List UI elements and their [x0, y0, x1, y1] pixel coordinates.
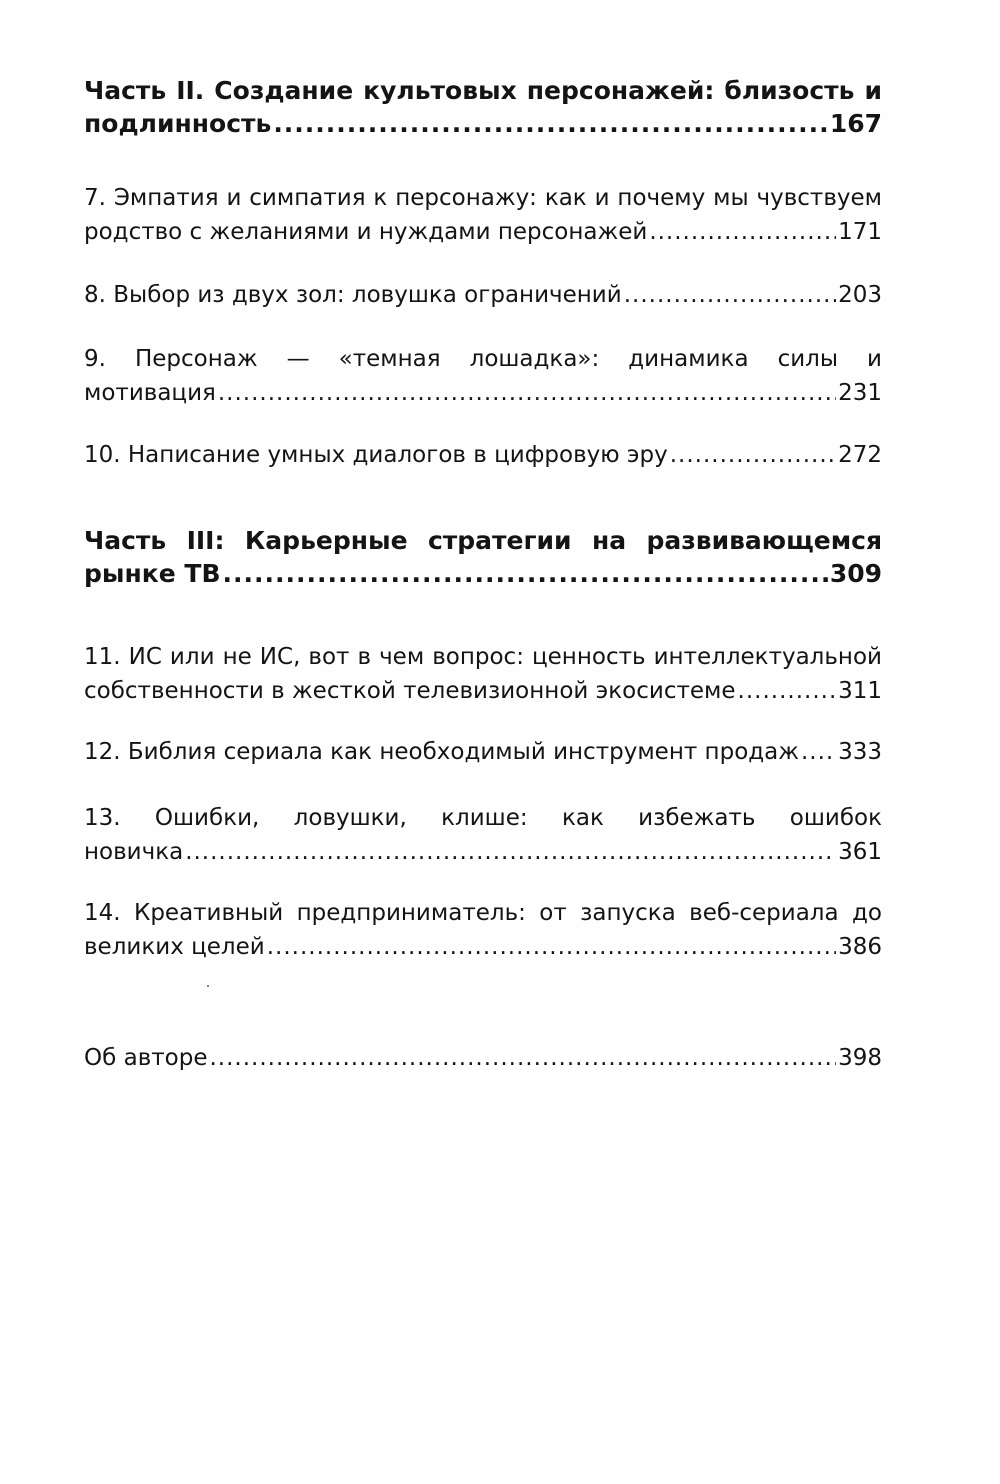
dot-leader — [801, 735, 836, 769]
toc-entry-title-line: 8. Выбор из двух зол: ловушка ограничений — [84, 282, 622, 308]
page-number: 398 — [838, 1045, 882, 1071]
dot-leader — [218, 376, 836, 410]
page-number: 309 — [829, 559, 882, 588]
toc-entry-title-line: 10. Написание умных диалогов в цифровую эру — [84, 442, 668, 468]
toc-entry-chapter-14 — [84, 896, 882, 964]
toc-entry-title-line: мотивация — [84, 380, 216, 406]
page-number: 311 — [838, 678, 882, 704]
dot-leader — [738, 674, 837, 708]
dot-leader — [267, 930, 836, 964]
toc-entry-title-line: Об авторе — [84, 1045, 208, 1071]
toc-entry-chapter-13 — [84, 801, 882, 869]
toc-entry-title-line: собственности в жесткой телевизионной экосистеме — [84, 678, 736, 704]
toc-entry-chapter-8 — [84, 278, 882, 312]
page-number: 361 — [838, 839, 882, 865]
toc-entry-title-line: родство с желаниями и нуждами персонажей — [84, 219, 648, 245]
toc-entry-chapter-7 — [84, 181, 882, 249]
dot-leader — [223, 557, 828, 590]
dot-leader — [273, 107, 828, 140]
page-number: 203 — [838, 282, 882, 308]
toc-entry-part-2 — [84, 74, 882, 140]
page-number: 386 — [838, 934, 882, 960]
toc-entry-title-line: 7. Эмпатия и симпатия к персонажу: как и почему мы чувствуем — [84, 185, 882, 211]
toc-entry-title-line: Часть II. Создание культовых персонажей: близость и — [84, 76, 882, 105]
dot-leader — [670, 438, 836, 472]
page-number: 167 — [829, 109, 882, 138]
dot-leader — [185, 835, 836, 869]
page-number: 171 — [838, 219, 882, 245]
toc-entry-title-line: 12. Библия сериала как необходимый инструмент продаж — [84, 739, 799, 765]
toc-entry-part-3 — [84, 524, 882, 590]
toc-entry-title-line: великих целей — [84, 934, 265, 960]
toc-entry-title-line: Часть III: Карьерные стратегии на развивающемся — [84, 526, 882, 555]
toc-entry-title-line: подлинность — [84, 109, 272, 138]
toc-entry-title-line: 11. ИС или не ИС, вот в чем вопрос: ценность интеллектуальной — [84, 644, 882, 670]
print-speck — [207, 985, 209, 987]
dot-leader — [209, 1041, 836, 1075]
toc-entry-title-line: рынке ТВ — [84, 559, 221, 588]
toc-entry-about-author — [84, 1041, 882, 1075]
page-number: 272 — [838, 442, 882, 468]
toc-entry-chapter-12 — [84, 735, 882, 769]
page-number: 333 — [838, 739, 882, 765]
toc-entry-chapter-11 — [84, 640, 882, 708]
toc-entry-chapter-10 — [84, 438, 882, 472]
page-number: 231 — [838, 380, 882, 406]
toc-entry-chapter-9 — [84, 342, 882, 410]
dot-leader — [649, 215, 836, 249]
toc-entry-title-line: 14. Креативный предприниматель: от запуска веб-сериала до — [84, 900, 882, 926]
toc-entry-title-line: 13. Ошибки, ловушки, клише: как избежать ошибок — [84, 805, 882, 831]
dot-leader — [624, 278, 836, 312]
toc-entry-title-line: новичка — [84, 839, 184, 865]
toc-entry-title-line: 9. Персонаж — «темная лошадка»: динамика силы и — [84, 346, 882, 372]
